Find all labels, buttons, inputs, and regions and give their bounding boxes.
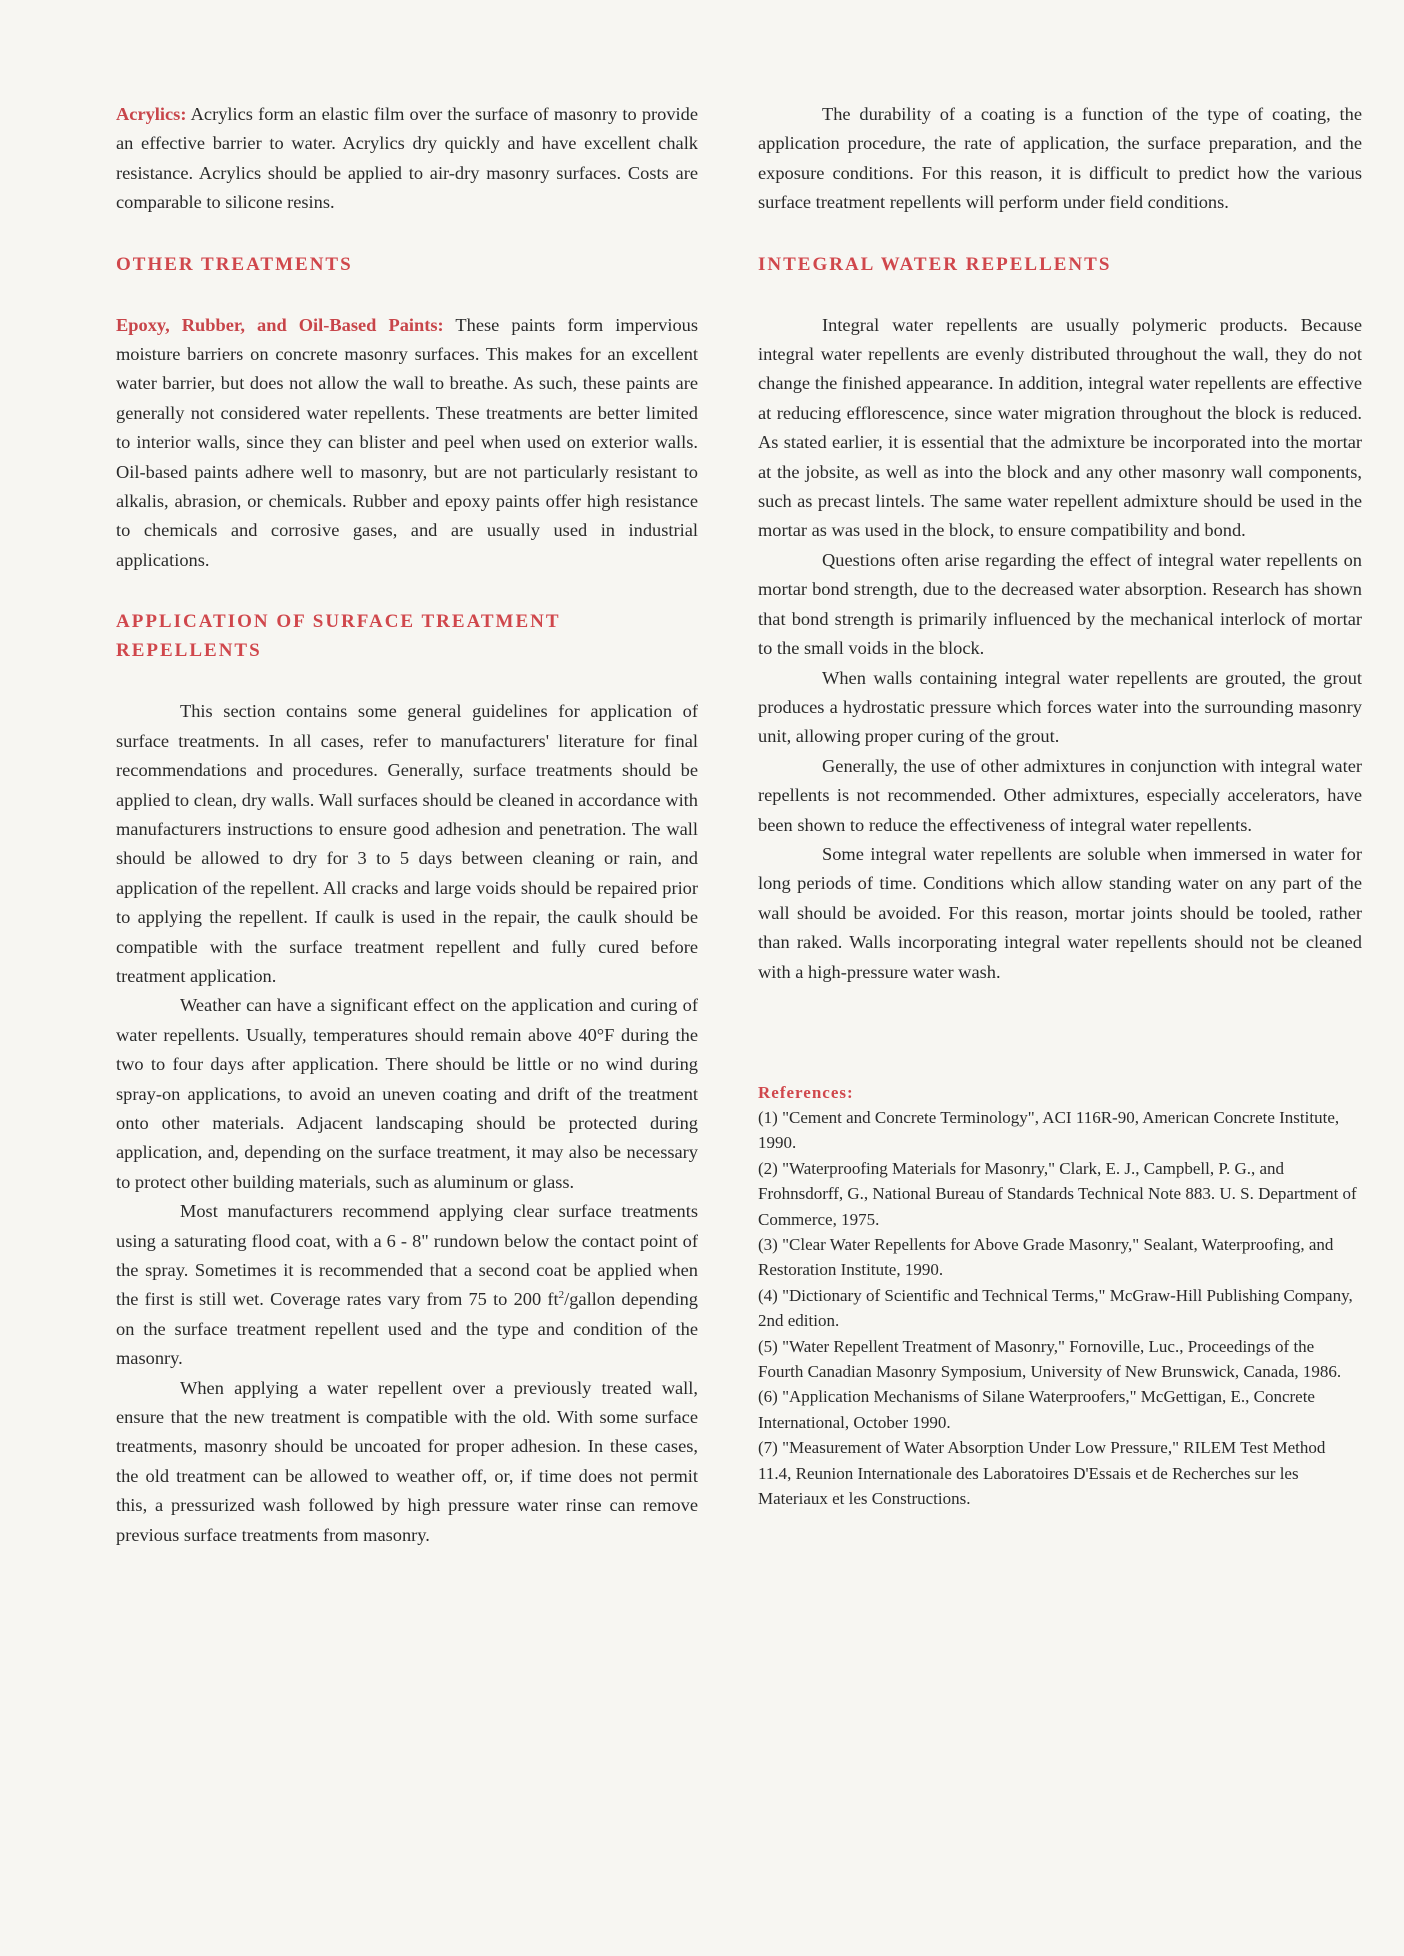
application-heading-line1: APPLICATION OF SURFACE TREATMENT bbox=[116, 611, 561, 633]
reference-item: (2) "Waterproofing Materials for Masonry," Clark, E. J., Campbell, P. G., and Frohnsdorff, G., National Bureau of Standards Technical Note 883. U. S. Department of Commerce, 1975. bbox=[758, 1158, 1357, 1229]
reference-item: (1) "Cement and Concrete Terminology", ACI 116R-90, American Concrete Institute, 1990. bbox=[758, 1107, 1340, 1153]
reference-item: (3) "Clear Water Repellents for Above Grade Masonry," Sealant, Waterproofing, and Restoration Institute, 1990. bbox=[758, 1235, 1334, 1280]
application-heading bbox=[116, 607, 698, 665]
other-treatments-heading: OTHER TREATMENTS bbox=[116, 253, 353, 275]
integral-paragraph-1: Integral water repellents are usually polymeric products. Because integral water repellents are evenly distributed throughout the wall, they do not change the finished appearance. In addition, integral water repellents are effective at reducing efflorescence, since water migration throughout the block is reduced. As stated earlier, it is essential that the admixture be incorporated into the mortar at the jobsite, as well as into the block and any other masonry wall components, such as precast lintels. The same water repellent admixture should be used in the mortar as was used in the block, to ensure compatibility and bond. bbox=[758, 314, 1362, 541]
references-heading: References: bbox=[758, 1082, 854, 1102]
integral-heading: INTEGRAL WATER REPELLENTS bbox=[758, 253, 1112, 275]
application-paragraph-2: Weather can have a significant effect on the application and curing of water repellents. Usually, temperatures should remain above 40°F during the two to four days after application. There should be little or no wind during spray-on applications, to avoid an uneven coating and drift of the treatment onto other materials. Adjacent landscaping should be protected during application, and, depending on the surface treatment, it may also be necessary to protect other building materials, such as aluminum or glass. bbox=[116, 995, 698, 1192]
left-column bbox=[116, 100, 698, 1550]
acrylics-text: Acrylics form an elastic film over the surface of masonry to provide an effective barrier to water. Acrylics dry quickly and have excellent chalk resistance. Acrylics should be applied to air-dry masonry surfaces. Costs are comparable to silicone resins. bbox=[116, 104, 698, 213]
coverage-text-a: Most manufacturers recommend applying clear surface treatments using a saturating flood coat, with a 6 - 8" rundown below the contact point of the spray. Sometimes it is recommended that a second coat be applied when the first is still wet. Coverage rates vary from 75 to 200 ft bbox=[116, 1201, 698, 1310]
acrylics-lead: Acrylics: bbox=[116, 104, 187, 124]
integral-paragraph-4: Generally, the use of other admixtures in conjunction with integral water repellents is not recommended. Other admixtures, especially accelerators, have been shown to reduce the effectiveness of integral water repellents. bbox=[758, 755, 1362, 835]
acrylics-paragraph bbox=[116, 100, 698, 218]
epoxy-paragraph bbox=[116, 311, 698, 576]
epoxy-text: These paints form impervious moisture barriers on concrete masonry surfaces. This makes for an excellent water barrier, but does not allow the wall to breathe. As such, these paints are generally not considered water repellents. These treatments are better limited to interior walls, since they can blister and peel when used on exterior walls. Oil-based paints adhere well to masonry, but are not particularly resistant to alkalis, abrasion, or chemicals. Rubber and epoxy paints offer high resistance to chemicals and corrosive gases, and are usually used in industrial applications. bbox=[116, 314, 698, 570]
reference-item: (4) "Dictionary of Scientific and Technical Terms," McGraw-Hill Publishing Company, 2nd edition. bbox=[758, 1285, 1353, 1331]
application-heading-line2: REPELLENTS bbox=[116, 640, 262, 662]
reference-item: (7) "Measurement of Water Absorption Under Low Pressure," RILEM Test Method 11.4, Reunion Internationale des Laboratoires D'Essais et de Recherches sur les Materiaux et les Constructions. bbox=[758, 1438, 1326, 1509]
epoxy-lead: Epoxy, Rubber, and Oil-Based Paints: bbox=[116, 314, 444, 335]
durability-paragraph: The durability of a coating is a function of the type of coating, the application procedure, the rate of application, the surface preparation, and the exposure conditions. For this reason, it is difficult to predict how the various surface treatment repellents will perform under field conditions. bbox=[758, 104, 1362, 213]
integral-paragraph-2: Questions often arise regarding the effect of integral water repellents on mortar bond strength, due to the decreased water absorption. Research has shown that bond strength is primarily influenced by the mechanical interlock of mortar to the small voids in the block. bbox=[758, 549, 1362, 659]
application-paragraph-1: This section contains some general guidelines for application of surface treatments. In all cases, refer to manufacturers' literature for final recommendations and procedures. Generally, surface treatments should be applied to clean, dry walls. Wall surfaces should be cleaned in accordance with manufacturers instructions to ensure good adhesion and penetration. The wall should be allowed to dry for 3 to 5 days between cleaning or rain, and application of the repellent. All cracks and large voids should be repaired prior to applying the repellent. If caulk is used in the repair, the caulk should be compatible with the surface treatment repellent and fully cured before treatment application. bbox=[116, 701, 698, 986]
right-column bbox=[758, 100, 1362, 1511]
application-paragraph-3 bbox=[116, 1197, 698, 1373]
references-section bbox=[758, 1081, 1362, 1512]
coverage-text-b: /gallon depending on the surface treatment repellent used and the type and condition of the masonry. bbox=[116, 1289, 698, 1369]
integral-paragraph-5: Some integral water repellents are soluble when immersed in water for long periods of time. Conditions which allow standing water on any part of the wall should be avoided. For this reason, mortar joints should be tooled, rather than raked. Walls incorporating integral water repellents should not be cleaned with a high-pressure water wash. bbox=[758, 843, 1362, 982]
application-paragraph-4: When applying a water repellent over a previously treated wall, ensure that the new treatment is compatible with the old. With some surface treatments, masonry should be uncoated for proper adhesion. In these cases, the old treatment can be allowed to weather off, or, if time does not permit this, a pressurized wash followed by high pressure water rinse can remove previous surface treatments from masonry. bbox=[116, 1377, 698, 1545]
reference-item: (5) "Water Repellent Treatment of Masonry," Fornoville, Luc., Proceedings of the Fourth Canadian Masonry Symposium, University of New Brunswick, Canada, 1986. bbox=[758, 1336, 1342, 1382]
coverage-superscript: 2 bbox=[558, 1289, 565, 1302]
integral-paragraph-3: When walls containing integral water repellents are grouted, the grout produces a hydrostatic pressure which forces water into the surrounding masonry unit, allowing proper curing of the grout. bbox=[758, 667, 1362, 747]
reference-item: (6) "Application Mechanisms of Silane Waterproofers," McGettigan, E., Concrete International, October 1990. bbox=[758, 1387, 1315, 1432]
